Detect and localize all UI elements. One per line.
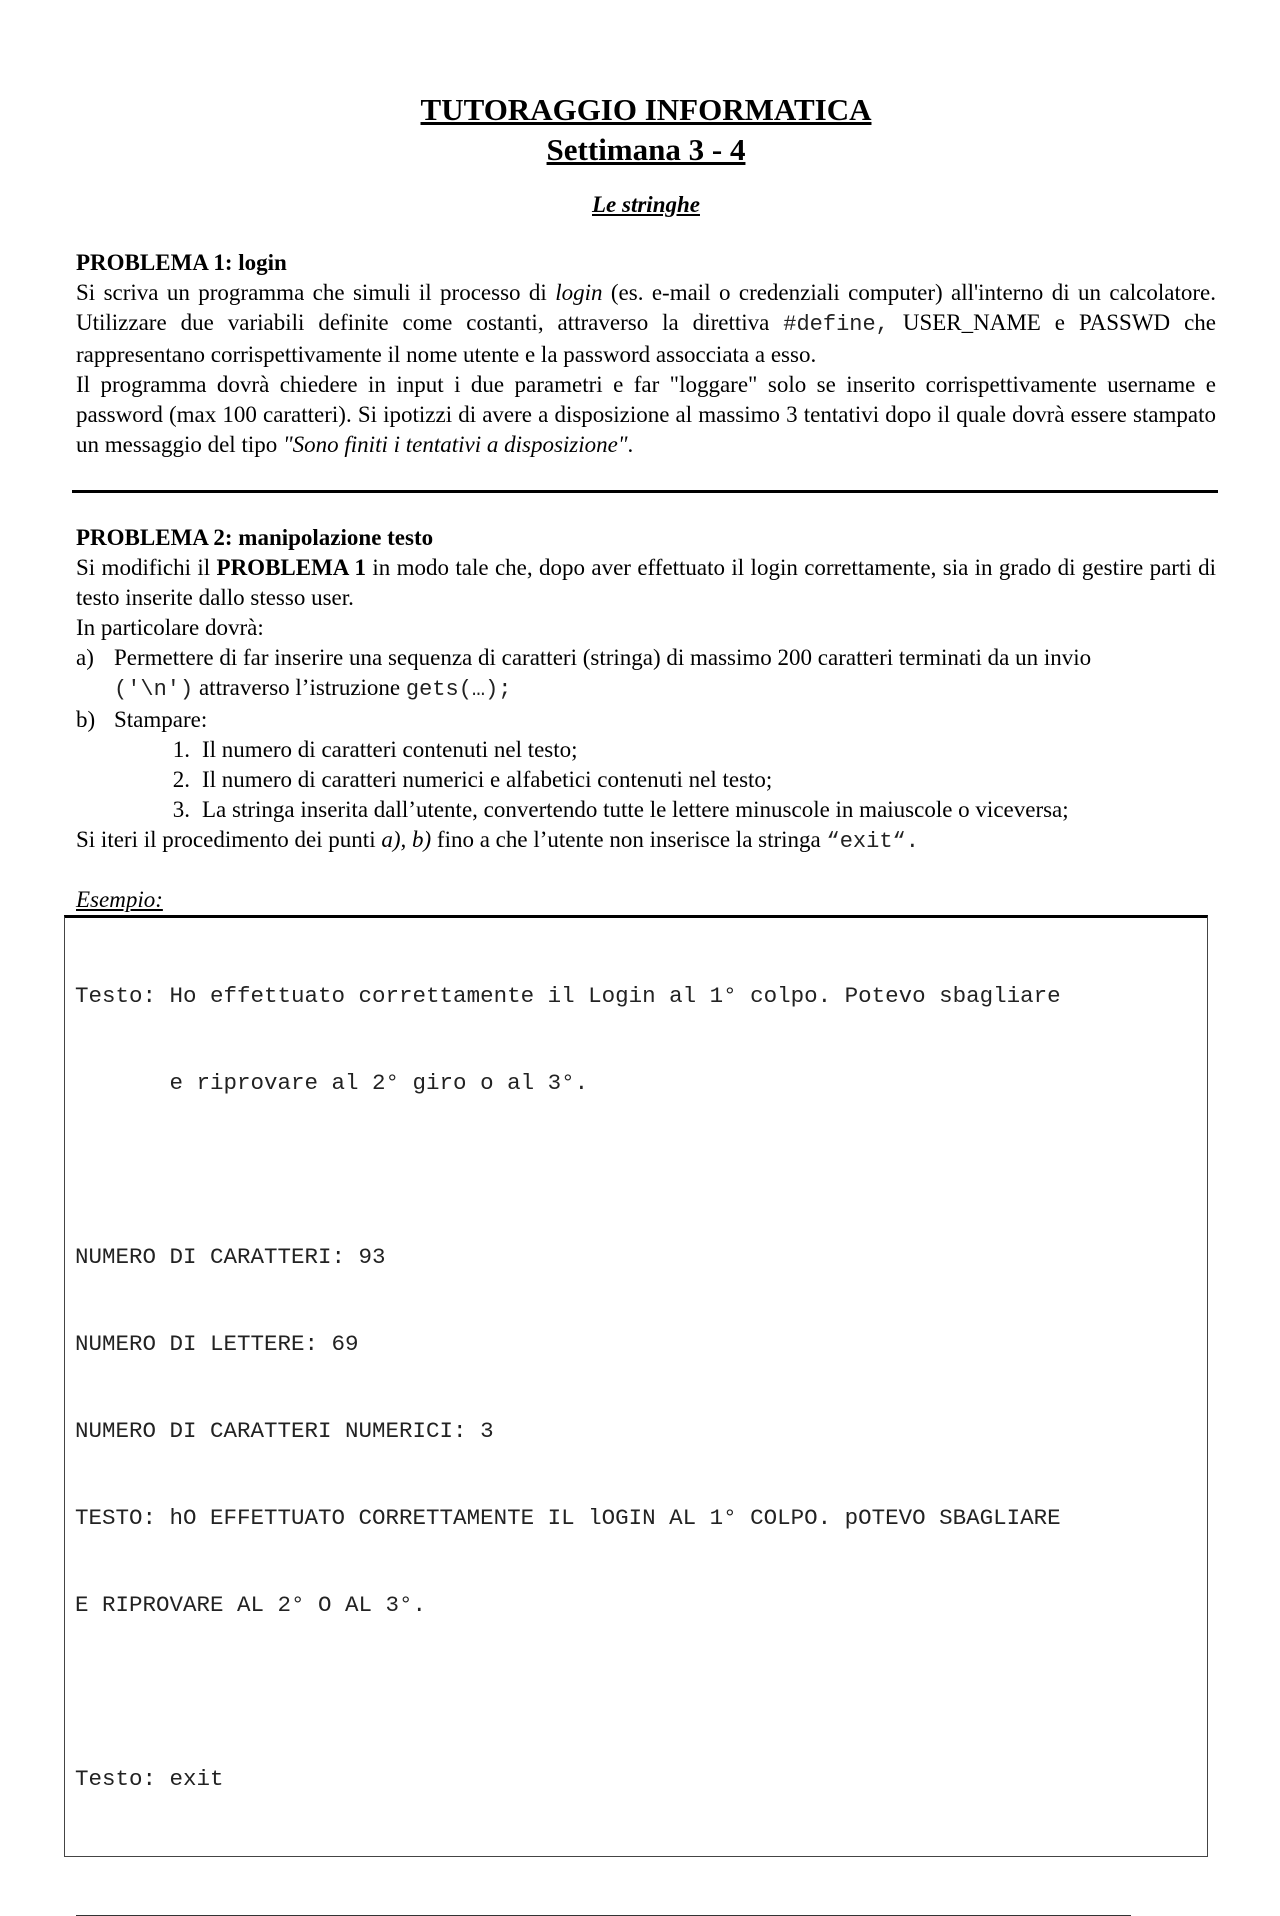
week-heading [76, 130, 1216, 170]
sub-item [76, 735, 1216, 765]
sub-item [76, 795, 1216, 825]
list-key-a: a) [76, 645, 94, 670]
sub-item-text: Il numero di caratteri contenuti nel testo; [202, 737, 578, 762]
item-a-text2: attraverso l’istruzione [193, 675, 406, 700]
problem1-paragraph-2 [76, 370, 1216, 460]
sub-item-text: Il numero di caratteri numerici e alfabetici contenuti nel testo; [202, 767, 773, 792]
code-line: e riprovare al 2° giro o al 3°. [75, 1070, 589, 1096]
code-line: Testo: Ho effettuato correttamente il Login al 1° colpo. Potevo sbagliare [75, 983, 1061, 1009]
p1-text-c: USER_NAME e PASSWD che rappresentano corrispettivamente il nome utente e la password assocciata a esso. [76, 310, 1216, 367]
p2-text-end: . [627, 432, 634, 457]
problem2-closing [76, 825, 1216, 857]
p2-message-italic: "Sono finiti i tentativi a disposizione" [282, 432, 628, 457]
code-line: Testo: exit [75, 1766, 224, 1792]
example-output-box [64, 915, 1208, 1857]
sub-item-num: 1. [172, 737, 190, 762]
problem2-paragraph-2: In particolare dovrà: [76, 615, 264, 640]
list-key-b: b) [76, 707, 96, 732]
p2-intro-a: Si modifichi il [76, 555, 217, 580]
code-line: E RIPROVARE AL 2° O AL 3°. [75, 1592, 427, 1618]
section-divider [72, 490, 1218, 493]
document-page [76, 90, 1216, 1916]
p2-intro-bold: PROBLEMA 1 [216, 555, 367, 580]
week-text: Settimana 3 - 4 [546, 132, 746, 167]
code-line: NUMERO DI CARATTERI: 93 [75, 1244, 386, 1270]
list-item-b [76, 705, 1216, 735]
closing-italic: a), b) [381, 827, 432, 852]
sub-item [76, 765, 1216, 795]
problem2-title: PROBLEMA 2: manipolazione testo [76, 525, 434, 550]
code-line: NUMERO DI CARATTERI NUMERICI: 3 [75, 1418, 494, 1444]
code-line: NUMERO DI LETTERE: 69 [75, 1331, 359, 1357]
p1-define-code: #define, [783, 312, 889, 337]
item-a-text: Permettere di far inserire una sequenza di caratteri (stringa) di massimo 200 caratteri terminati da un invio [114, 645, 1092, 670]
p2-intro-b: in modo tale che, dopo aver effettuato il login correttamente, sia in grado di gestire parti di testo inserite dallo stesso user. [76, 555, 1217, 610]
code-line-blank [75, 1678, 1197, 1707]
list-item-a [76, 643, 1216, 705]
p1-login-italic: login [555, 280, 603, 305]
list-body-a [114, 643, 1216, 705]
topic-heading [76, 190, 1216, 220]
code-line-blank [75, 1156, 1197, 1185]
item-a-gets-code: gets(…); [405, 677, 512, 702]
closing-exit-code: “exit“. [826, 829, 919, 854]
list-body-b: Stampare: [114, 707, 208, 732]
problem2-paragraph-1 [76, 553, 1216, 613]
title-text: TUTORAGGIO INFORMATICA [420, 92, 872, 127]
p2-text-a: Il programma dovrà chiedere in input i due parametri e far "loggare" solo se inserito corrispettivamente username e password (max 100 caratteri). Si ipotizzi di avere a disposizione al massimo 3 tentativi dopo il quale dovrà essere stampato un messaggio del tipo [76, 372, 1216, 457]
problem1-title: PROBLEMA 1: login [76, 250, 287, 275]
document-title [76, 90, 1216, 130]
code-line: TESTO: hO EFFETTUATO CORRETTAMENTE IL lOGIN AL 1° COLPO. pOTEVO SBAGLIARE [75, 1505, 1061, 1531]
problem1-paragraph-1 [76, 278, 1216, 370]
sub-item-num: 3. [172, 797, 190, 822]
p1-text-b: (es. e-mail o credenziali computer) all'interno di un calcolatore. Utilizzare due variabili definite come costanti, attraverso la direttiva [76, 280, 1216, 335]
sub-item-text: La stringa inserita dall’utente, convertendo tutte le lettere minuscole in maiuscole o viceversa; [202, 797, 1069, 822]
closing-text-b: fino a che l’utente non inserisce la stringa [431, 827, 827, 852]
item-a-newline-code: ('\n') [114, 677, 194, 702]
example-label: Esempio: [76, 887, 163, 912]
sub-item-num: 2. [172, 767, 190, 792]
closing-text-a: Si iteri il procedimento dei punti [76, 827, 382, 852]
topic-text: Le stringhe [592, 192, 700, 217]
p1-text-a: Si scriva un programma che simuli il processo di [76, 280, 556, 305]
